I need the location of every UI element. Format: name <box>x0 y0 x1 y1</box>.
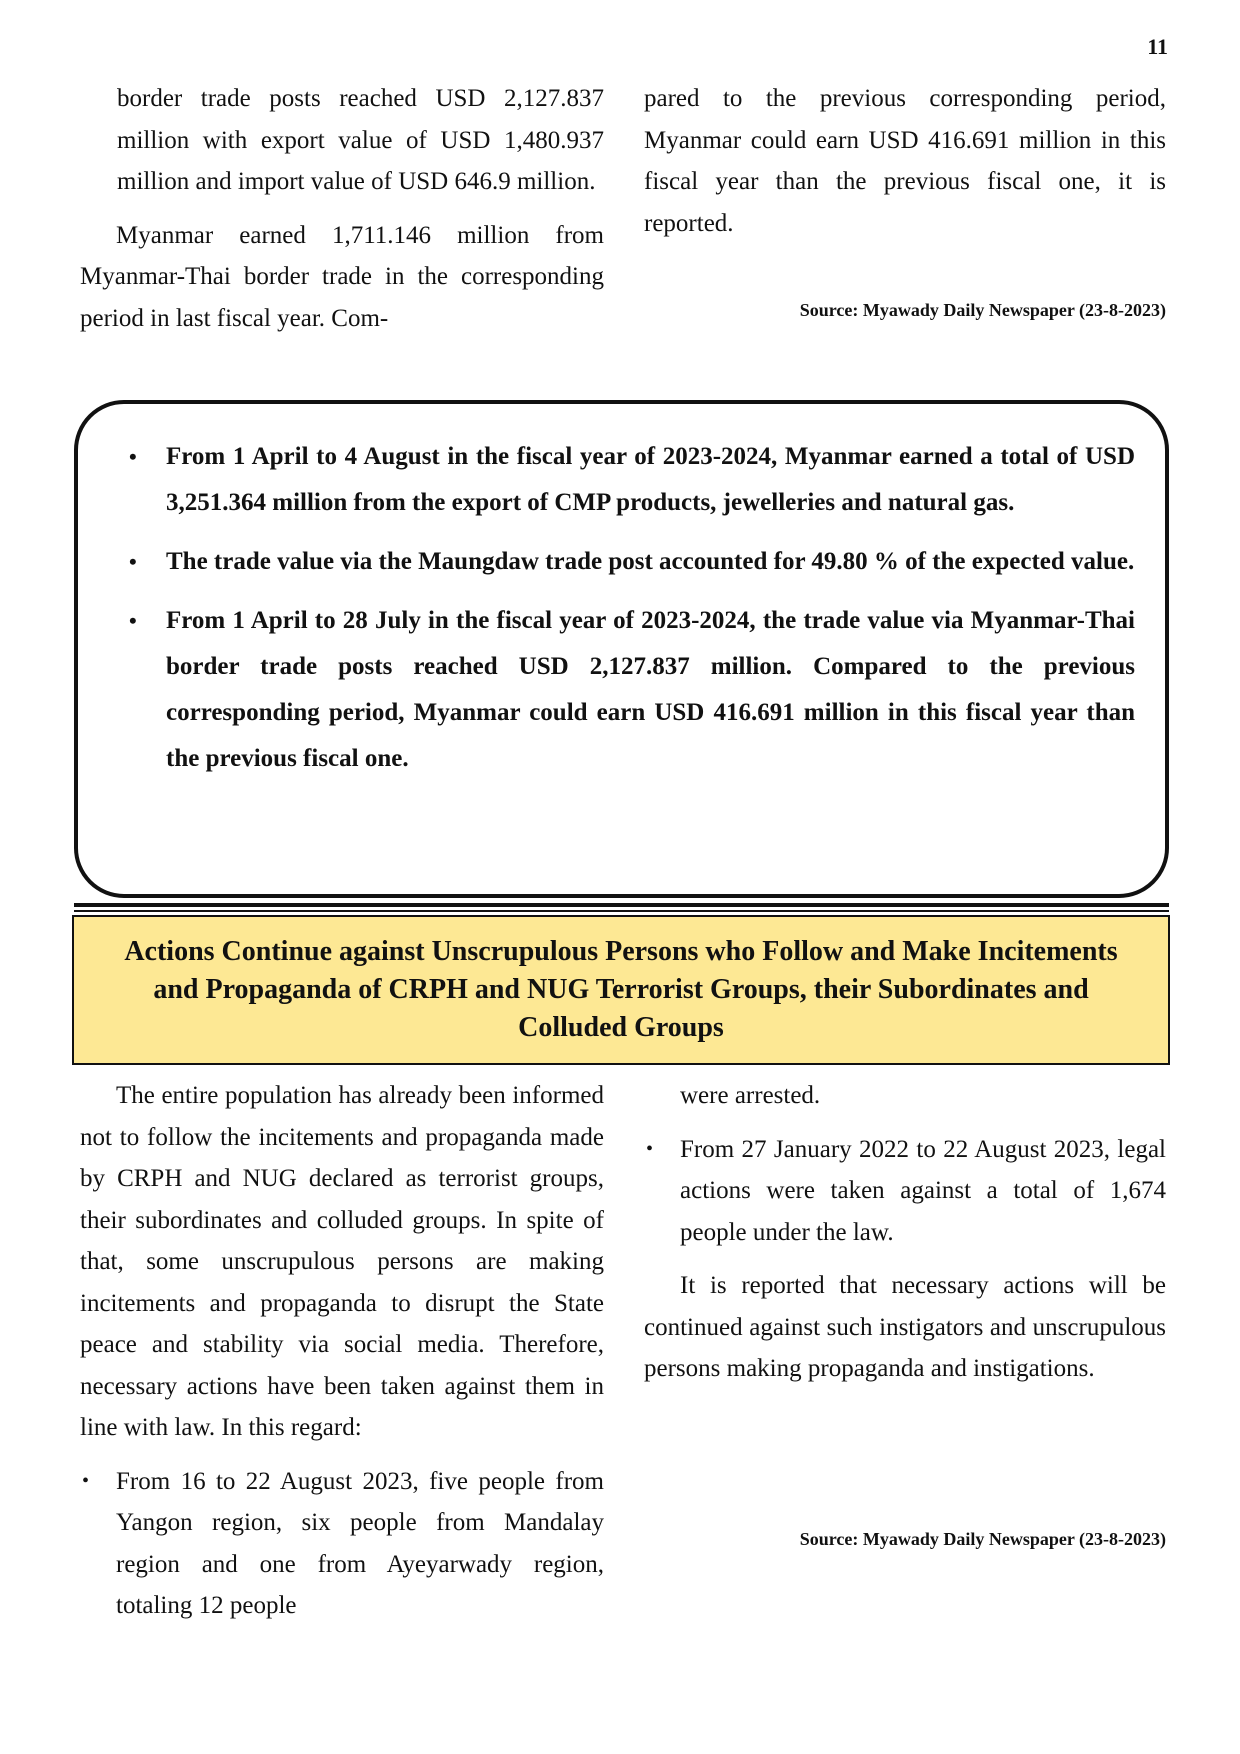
bullet-icon: • <box>129 444 137 469</box>
article-bullet-list-left <box>80 1461 604 1627</box>
top-left-column <box>80 78 604 339</box>
bullet-icon: • <box>129 549 137 574</box>
summary-list <box>102 434 1135 782</box>
summary-box <box>74 400 1169 898</box>
article-bullet-text: From 27 January 2022 to 22 August 2023, legal actions were taken against a total of 1,674 people under the law. <box>680 1135 1166 1246</box>
bullet-icon: • <box>82 1469 90 1492</box>
bullet-icon: • <box>129 608 137 633</box>
summary-item-text: From 1 April to 28 July in the fiscal year of 2023-2024, the trade value via Myanmar-Thai border trade posts reached USD 2,127.837 million. Compared to the previous corresponding period, Myanmar could earn USD 416.691 million in this fiscal year than the previous fiscal one. <box>166 607 1135 772</box>
article-headline-box <box>72 915 1170 1065</box>
article-paragraph-1: The entire population has already been informed not to follow the incitements and propaganda made by CRPH and NUG declared as terrorist groups, their subordinates and colluded groups. In spite of that, some unscrupulous persons are making incitements and propaganda to disrupt the State peace and stability via social media. Therefore, necessary actions have been taken against them in line with law. In this regard: <box>80 1082 604 1441</box>
top-right-column <box>644 78 1166 244</box>
page-number: 11 <box>1147 34 1168 59</box>
section-divider <box>74 903 1169 907</box>
article-right-column <box>644 1075 1166 1390</box>
bullet-icon: • <box>646 1137 654 1160</box>
summary-item-maungdaw <box>129 539 1135 585</box>
article-headline: Actions Continue against Unscrupulous Persons who Follow and Make Incitements and Propaganda of CRPH and NUG Terrorist Groups, their Subordinates and Colluded Groups <box>124 936 1118 1043</box>
summary-item-text: From 1 April to 4 August in the fiscal year of 2023-2024, Myanmar earned a total of USD 3,251.364 million from the export of CMP products, jewelleries and natural gas. <box>166 443 1135 516</box>
summary-item-text: The trade value via the Maungdaw trade post accounted for 49.80 % of the expected value. <box>166 548 1135 575</box>
article-continuation: were arrested. <box>680 1082 821 1109</box>
article-source-credit: Source: Myawady Daily Newspaper (23-8-2023) <box>799 1529 1166 1549</box>
top-right-paragraph-1: pared to the previous corresponding period, Myanmar could earn USD 416.691 million in this fiscal year than the previous fiscal one, it is reported. <box>644 85 1166 237</box>
section-divider-thin <box>74 910 1169 912</box>
article-closing-paragraph: It is reported that necessary actions will be continued against such instigators and unscrupulous persons making propaganda and instigations. <box>644 1272 1166 1382</box>
top-left-paragraph-1: border trade posts reached USD 2,127.837 million with export value of USD 1,480.937 million and import value of USD 646.9 million. <box>117 85 604 195</box>
summary-item-export-earnings <box>129 434 1135 526</box>
article-bullet-list-right <box>644 1129 1166 1254</box>
article-bullet-legal-actions <box>644 1129 1166 1254</box>
summary-item-thai-border <box>129 598 1135 782</box>
article-left-column <box>80 1075 604 1627</box>
top-source-credit: Source: Myawady Daily Newspaper (23-8-2023) <box>799 300 1166 320</box>
top-left-paragraph-2: Myanmar earned 1,711.146 million from Myanmar-Thai border trade in the corresponding period in last fiscal year. Com- <box>80 221 604 332</box>
article-bullet-arrests <box>80 1461 604 1627</box>
article-bullet-text: From 16 to 22 August 2023, five people from Yangon region, six people from Mandalay region and one from Ayeyarwady region, totaling 12 people <box>116 1467 604 1619</box>
